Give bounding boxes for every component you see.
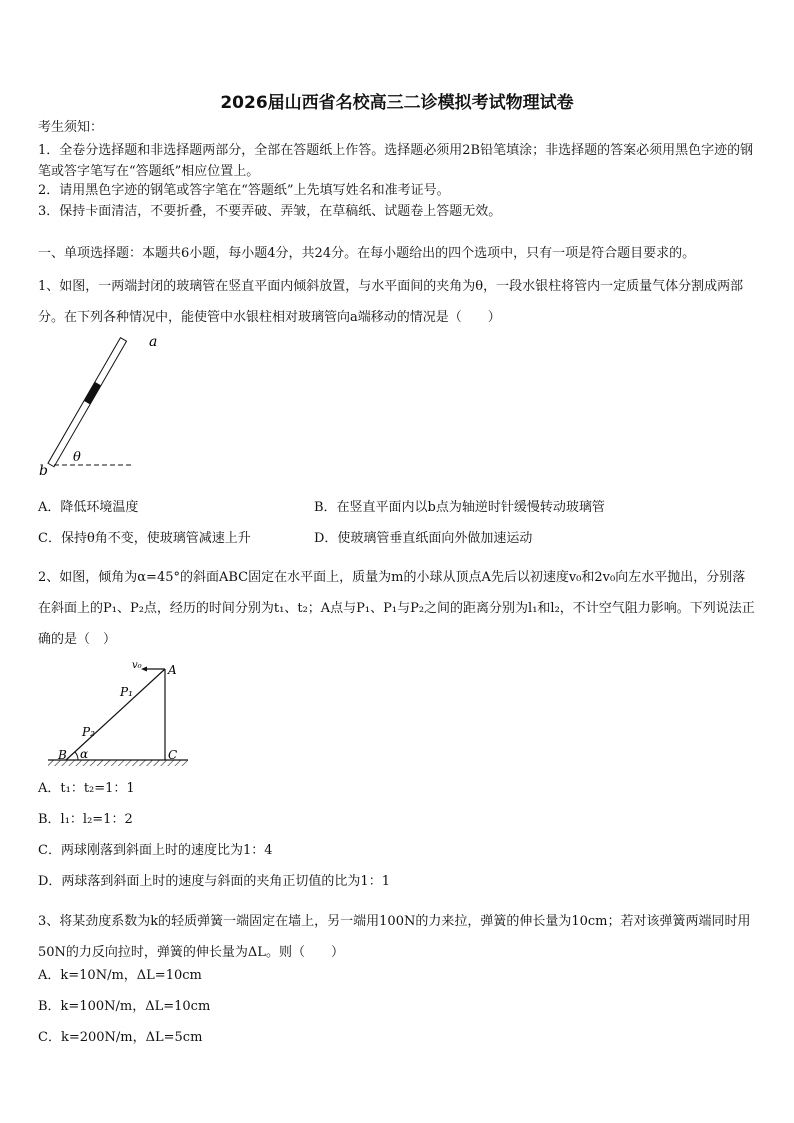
label-a: a — [149, 334, 158, 350]
notice-item-1: 1．全卷分选择题和非选择题两部分，全部在答题纸上作答。选择题必须用2B铅笔填涂；非选择题的答案必须用黑色字迹的钢笔或答字笔写在“答题纸”相应位置上。 — [38, 143, 754, 179]
label-P1: P₁ — [120, 685, 133, 699]
label-alpha: α — [80, 747, 89, 761]
q1-option-b[interactable]: B．在竖直平面内以b点为轴逆时针缓慢转动玻璃管 — [314, 500, 605, 515]
notice-heading: 考生须知： — [38, 120, 104, 135]
label-B: B — [58, 748, 67, 762]
notice-item-2: 2．请用黑色字迹的钢笔或答字笔在“答题纸”上先填写姓名和准考证号。 — [38, 183, 450, 198]
q3-option-a[interactable]: A．k=10N/m，ΔL=10cm — [38, 968, 202, 983]
section-heading: 一、单项选择题：本题共6小题，每小题4分，共24分。在每小题给出的四个选项中，只有一项是符合题目要求的。 — [38, 246, 696, 261]
q2-option-c[interactable]: C．两球刚落到斜面上时的速度比为1：4 — [38, 843, 273, 858]
q2-stem: 2、如图，倾角为α=45°的斜面ABC固定在水平面上，质量为m的小球从顶点A先后以初速度v₀和2v₀向左水平抛出，分别落在斜面上的P₁、P₂点，经历的时间分别为t₁、t₂；A点与P₁、P₁与P₂之间的距离分别为l₁和l₂，不计空气阻力影响。下列说法正确的是（ ） — [38, 570, 755, 647]
label-theta: θ — [73, 450, 81, 465]
q3-stem: 3、将某劲度系数为k的轻质弹簧一端固定在墙上，另一端用100N的力来拉，弹簧的伸长量为10cm；若对该弹簧两端同时用50N的力反向拉时，弹簧的伸长量为ΔL。则（ ） — [38, 914, 751, 960]
arrow-head — [141, 667, 147, 672]
q1-option-c[interactable]: C．保持θ角不变，使玻璃管减速上升 — [38, 531, 251, 546]
q2-figure — [44, 656, 199, 771]
q3-option-b[interactable]: B．k=100N/m，ΔL=10cm — [38, 999, 211, 1014]
q1-option-a[interactable]: A．降低环境温度 — [38, 500, 139, 515]
label-A: A — [168, 663, 177, 677]
label-v0: v₀ — [132, 660, 142, 671]
q2-option-d[interactable]: D．两球落到斜面上时的速度与斜面的夹角正切值的比为1：1 — [38, 874, 390, 889]
ground-hatch — [48, 760, 188, 766]
label-b: b — [39, 463, 48, 477]
q1-figure — [38, 332, 188, 477]
q2-option-b[interactable]: B．l₁：l₂=1：2 — [38, 812, 133, 827]
label-P2: P₂ — [82, 725, 95, 739]
q1-option-d[interactable]: D．使玻璃管垂直纸面向外做加速运动 — [314, 531, 533, 546]
q1-stem: 1、如图，一两端封闭的玻璃管在竖直平面内倾斜放置，与水平面间的夹角为θ，一段水银柱将管内一定质量气体分割成两部分。在下列各种情况中，能使管中水银柱相对玻璃管向a端移动的情况是（ ） — [38, 279, 744, 325]
q3-option-c[interactable]: C．k=200N/m，ΔL=5cm — [38, 1030, 203, 1045]
angle-arc — [75, 752, 78, 760]
label-C: C — [168, 748, 178, 762]
q2-option-a[interactable]: A．t₁：t₂=1：1 — [38, 781, 135, 796]
notice-item-3: 3．保持卡面清洁，不要折叠，不要弄破、弄皱，在草稿纸、试题卷上答题无效。 — [38, 204, 502, 219]
exam-title: 2026届山西省名校高三二诊模拟考试物理试卷 — [220, 93, 574, 113]
